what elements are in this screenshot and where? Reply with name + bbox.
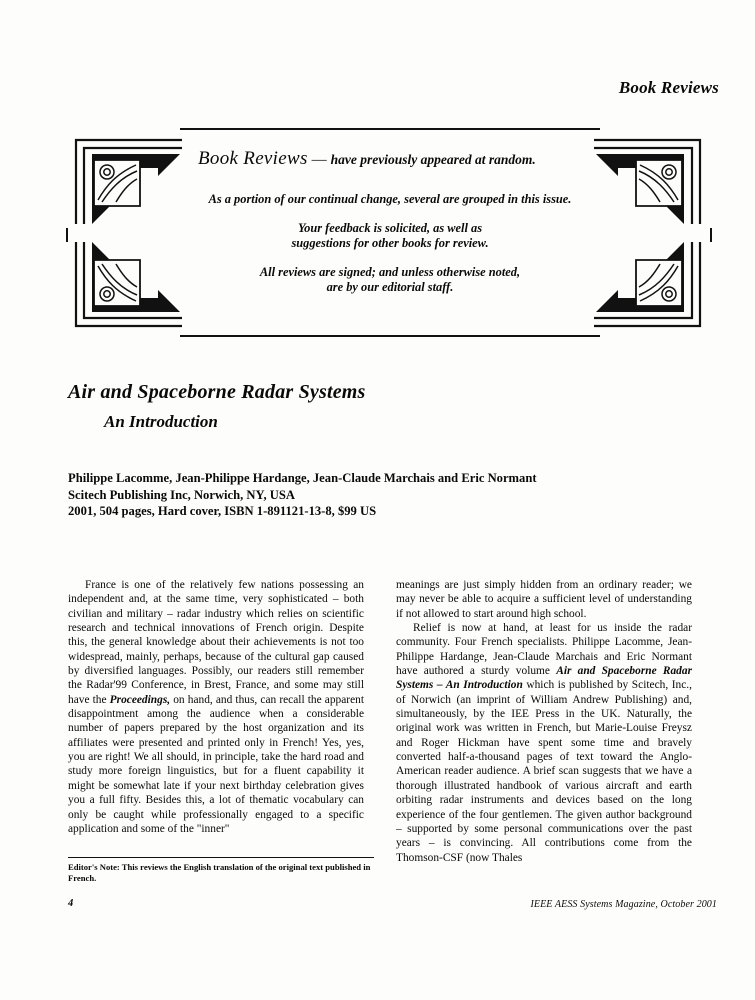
banner-rule-bottom [180, 335, 600, 337]
footnote-separator [68, 857, 374, 858]
banner-line: As a portion of our continual change, several are grouped in this issue. [208, 192, 572, 206]
banner-paragraph-1 [184, 192, 596, 208]
banner-paragraph-2 [184, 221, 596, 252]
banner-line: are by our editorial staff. [326, 280, 454, 294]
banner-heading [184, 148, 596, 170]
corner-ornament-icon [62, 238, 184, 342]
paragraph: meanings are just simply hidden from an ordinary reader; we may never be able to acquire a sufficient level of understanding if not allowed to start around high school. [396, 579, 692, 620]
banner-line: suggestions for other books for review. [291, 236, 489, 250]
emphasis-proceedings: Proceedings, [109, 693, 171, 706]
corner-ornament-icon [62, 124, 184, 228]
journal-source-line: IEEE AESS Systems Magazine, October 2001 [530, 899, 717, 910]
banner-title: Book Reviews [198, 148, 308, 169]
banner-dash: — [311, 152, 327, 168]
paragraph [396, 621, 692, 865]
reviewed-book-title: Air and Spaceborne Radar Systems [68, 381, 366, 403]
emphasis-book-title: Air and Spaceborne Radar Systems – An Introduction [396, 665, 692, 692]
book-publisher: Scitech Publishing Inc, Norwich, NY, USA [68, 487, 295, 502]
banner-rule-top [180, 128, 600, 130]
corner-ornament-icon [592, 124, 714, 228]
paragraph-text: Relief is now at hand, at least for us inside the radar community. Four French specialists. Philippe Lacomme, Jean-Philippe Hardange, Jean-Claude Marchais and Eric Normant have authored a sturdy volume [396, 622, 692, 678]
footnote-text: Editor's Note: This reviews the English translation of the original text published in French. [68, 862, 371, 883]
banner-line: Your feedback is solicited, as well as [297, 220, 483, 235]
banner-subtitle: have previously appeared at random. [330, 152, 536, 167]
banner-paragraph-3 [184, 265, 596, 296]
book-edition-details: 2001, 504 pages, Hard cover, ISBN 1-891121-13-8, $99 US [68, 504, 377, 518]
corner-ornament-icon [592, 238, 714, 342]
paragraph-text: on hand, and thus, can recall the apparent disappointment among the audience when a considerable number of papers prepared by the host organization and its affiliates were presented and printed only in French! Yes, yes, you are right! We all should, in principle, take the hard road and study more foreign linguistics, but for a fluent capability it might be somewhat late if your next birthday celebration gives you a full fifty. Besides this, a lot of thematic vocabulary can only be caught while professionally engaged to a specific application and some of the "inner" [68, 693, 364, 835]
review-body [68, 578, 693, 868]
paragraph [68, 578, 364, 836]
book-reviews-banner [62, 124, 714, 342]
banner-line: All reviews are signed; and unless otherwise noted, [259, 264, 521, 279]
page-number: 4 [68, 898, 74, 909]
reviewed-book-subtitle: An Introduction [104, 412, 218, 431]
book-authors: Philippe Lacomme, Jean-Philippe Hardange, Jean-Claude Marchais and Eric Normant [68, 471, 537, 485]
publication-details [68, 470, 537, 520]
banner-text-block [184, 148, 596, 309]
editors-note-footnote [68, 857, 374, 884]
body-column-left [68, 578, 364, 836]
running-head: Book Reviews [618, 78, 719, 97]
paragraph-text: France is one of the relatively few nations possessing an independent and, at the same time, very sophisticated – both civilian and military – radar industry which relies on scientific research and technical innovations of French origin. Despite this, the general knowledge about their achievements is not too widespread, mainly, perhaps, because of the cultural gap caused by diversified languages. Possibly, our readers still remember the Radar'99 Conference, in Brest, France, and some may still have the [68, 579, 364, 706]
body-column-right [396, 578, 692, 865]
paragraph-text: which is published by Scitech, Inc., of Norwich (an imprint of William Andrew Publishing) and, simultaneously, by the IEE Press in the UK. Naturally, the original work was written in French, but Marie-Louise Freysz and Roger Hickman have spent some time and bravely converted half-a-thousand pages of text toward the Anglo-American reader audience. A brief scan suggests that we have a thorough illustrated handbook of various aircraft and earth orbiting radar instruments and devices based on the long experience of the four gentlemen. The given author background – supported by some personal communications over the past years – is convincing. All contributions come from the Thomson-CSF (now Thales [396, 679, 693, 864]
